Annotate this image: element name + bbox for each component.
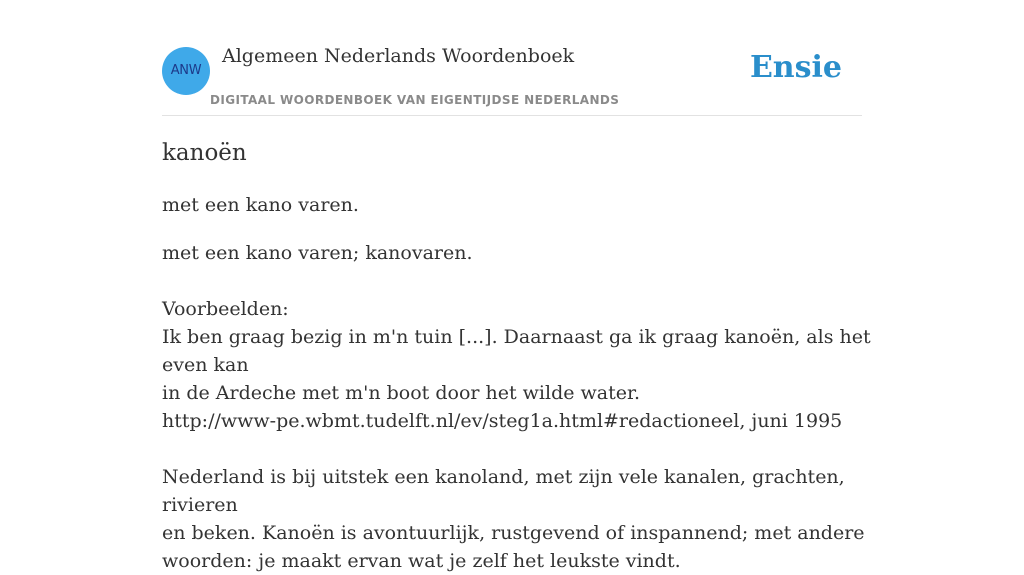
dictionary-title[interactable]: Algemeen Nederlands Woordenboek — [222, 45, 575, 67]
example-2-line-2: en beken. Kanoën is avontuurlijk, rustgevend of inspannend; met andere — [162, 522, 865, 544]
entry-body — [162, 239, 872, 575]
examples-label: Voorbeelden: — [162, 298, 289, 320]
example-2-line-1: Nederland is bij uitstek een kanoland, met zijn vele kanalen, grachten, rivieren — [162, 466, 845, 516]
dictionary-header — [162, 0, 862, 116]
definition: met een kano varen; kanovaren. — [162, 242, 473, 264]
dictionary-subtitle: DIGITAAL WOORDENBOEK VAN EIGENTIJDSE NEDERLANDS — [210, 93, 620, 107]
entry-word: kanoën — [162, 140, 247, 166]
example-2-line-3: woorden: je maakt ervan wat je zelf het leukste vindt. — [162, 550, 681, 572]
content-container — [162, 0, 871, 572]
ensie-brand-link[interactable]: Ensie — [749, 50, 842, 85]
example-1-line-2: in de Ardeche met m'n boot door het wilde water. — [162, 382, 641, 404]
short-definition: met een kano varen. — [162, 194, 359, 216]
spacer — [162, 435, 872, 463]
example-1-line-1: Ik ben graag bezig in m'n tuin [...]. Daarnaast ga ik graag kanoën, als het even kan — [162, 326, 871, 376]
anw-logo[interactable]: ANW — [162, 47, 210, 95]
spacer — [162, 267, 872, 295]
example-1-source: http://www-pe.wbmt.tudelft.nl/ev/steg1a.html#redactioneel, juni 1995 — [162, 410, 843, 432]
